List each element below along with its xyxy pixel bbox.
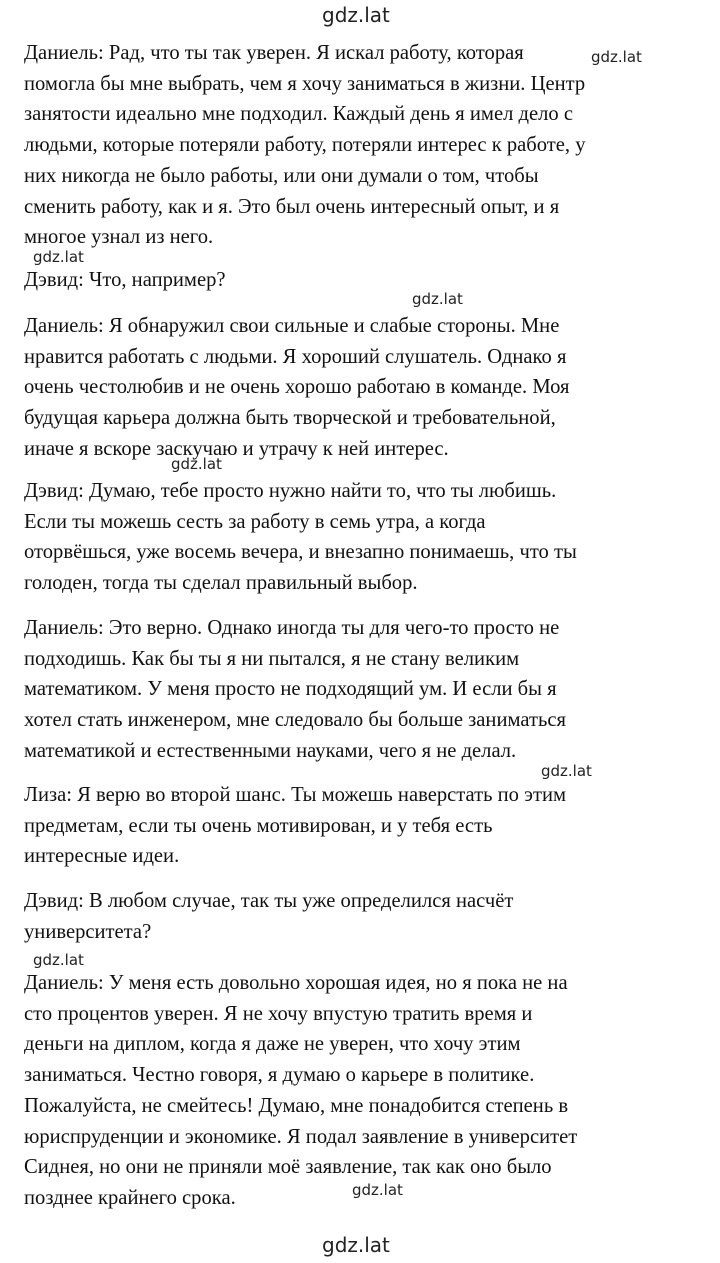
text-line: Даниель: Это верно. Однако иногда ты для чего-то просто не	[24, 617, 560, 639]
paragraph-david-2	[24, 476, 704, 599]
text-line: сто процентов уверен. Я не хочу впустую тратить время и	[24, 1002, 533, 1025]
text-line: оторвёшься, уже восемь вечера, и внезапно понимаешь, что ты	[24, 541, 577, 564]
watermark: gdz.lat	[412, 290, 463, 308]
watermark: gdz.lat	[352, 1181, 403, 1199]
paragraph-lisa-1	[24, 780, 704, 872]
text-line: голоден, тогда ты сделал правильный выбор.	[24, 572, 418, 595]
text-line: математиком. У меня просто не подходящий ум. И если бы я	[24, 678, 557, 701]
text-line: Даниель: У меня есть довольно хорошая идея, но я пока не на	[24, 972, 568, 994]
watermark-top: gdz.lat	[322, 3, 390, 27]
text-line: хотел стать инженером, мне следовало бы больше заниматься	[24, 709, 566, 732]
text-line: помогла бы мне выбрать, чем я хочу заниматься в жизни. Центр	[24, 72, 586, 95]
paragraph-daniel-2	[24, 311, 704, 465]
text-line: Даниель: Я обнаружил свои сильные и слабые стороны. Мне	[24, 315, 560, 337]
watermark-bottom: gdz.lat	[322, 1233, 390, 1257]
text-line: математикой и естественными науками, чего я не делал.	[24, 739, 517, 762]
text-line: Дэвид: В любом случае, так ты уже определился насчёт	[24, 890, 514, 912]
text-line: Если ты можешь сесть за работу в семь утра, а когда	[24, 510, 486, 533]
paragraph-daniel-3	[24, 613, 704, 767]
text-line: будущая карьера должна быть творческой и требовательной,	[24, 407, 556, 430]
text-line: заниматься. Честно говоря, я думаю о карьере в политике.	[24, 1064, 535, 1087]
text-line: них никогда не было работы, или они думали о том, чтобы	[24, 164, 539, 187]
watermark: gdz.lat	[541, 762, 592, 780]
text-line: позднее крайнего срока.	[24, 1186, 236, 1209]
text-line: Дэвид: Что, например?	[24, 269, 226, 291]
text-line: очень честолюбив и не очень хорошо работаю в команде. Моя	[24, 376, 570, 399]
paragraph-david-3	[24, 886, 704, 947]
text-line: подходишь. Как бы ты я ни пытался, я не стану великим	[24, 647, 520, 670]
text-line: университета?	[24, 920, 152, 943]
text-line: юриспруденции и экономике. Я подал заявление в университет	[24, 1125, 578, 1148]
text-line: многое узнал из него.	[24, 226, 214, 249]
text-line: занятости идеально мне подходил. Каждый день я имел дело с	[24, 103, 574, 126]
text-line: Сиднея, но они не приняли моё заявление, так как оно было	[24, 1156, 552, 1179]
text-line: Лиза: Я верю во второй шанс. Ты можешь наверстать по этим	[24, 784, 567, 806]
watermark: gdz.lat	[33, 248, 84, 266]
text-line: интересные идеи.	[24, 845, 180, 868]
text-line: иначе я вскоре заскучаю и утрачу к ней интерес.	[24, 437, 449, 460]
paragraph-david-1	[24, 265, 704, 296]
watermark: gdz.lat	[171, 455, 222, 473]
paragraph-daniel-1	[24, 38, 704, 253]
text-line: нравится работать с людьми. Я хороший слушатель. Однако я	[24, 345, 567, 368]
watermark: gdz.lat	[591, 48, 642, 66]
text-line: людьми, которые потеряли работу, потеряли интерес к работе, у	[24, 134, 586, 157]
watermark: gdz.lat	[33, 951, 84, 969]
text-line: Дэвид: Думаю, тебе просто нужно найти то, что ты любишь.	[24, 480, 557, 502]
paragraph-daniel-4	[24, 968, 704, 1214]
text-line: сменить работу, как и я. Это был очень интересный опыт, и я	[24, 195, 560, 218]
text-line: Даниель: Рад, что ты так уверен. Я искал работу, которая	[24, 42, 524, 64]
text-line: Пожалуйста, не смейтесь! Думаю, мне понадобится степень в	[24, 1094, 569, 1117]
text-line: деньги на диплом, когда я даже не уверен, что хочу этим	[24, 1033, 521, 1056]
text-line: предметам, если ты очень мотивирован, и у тебя есть	[24, 814, 493, 837]
